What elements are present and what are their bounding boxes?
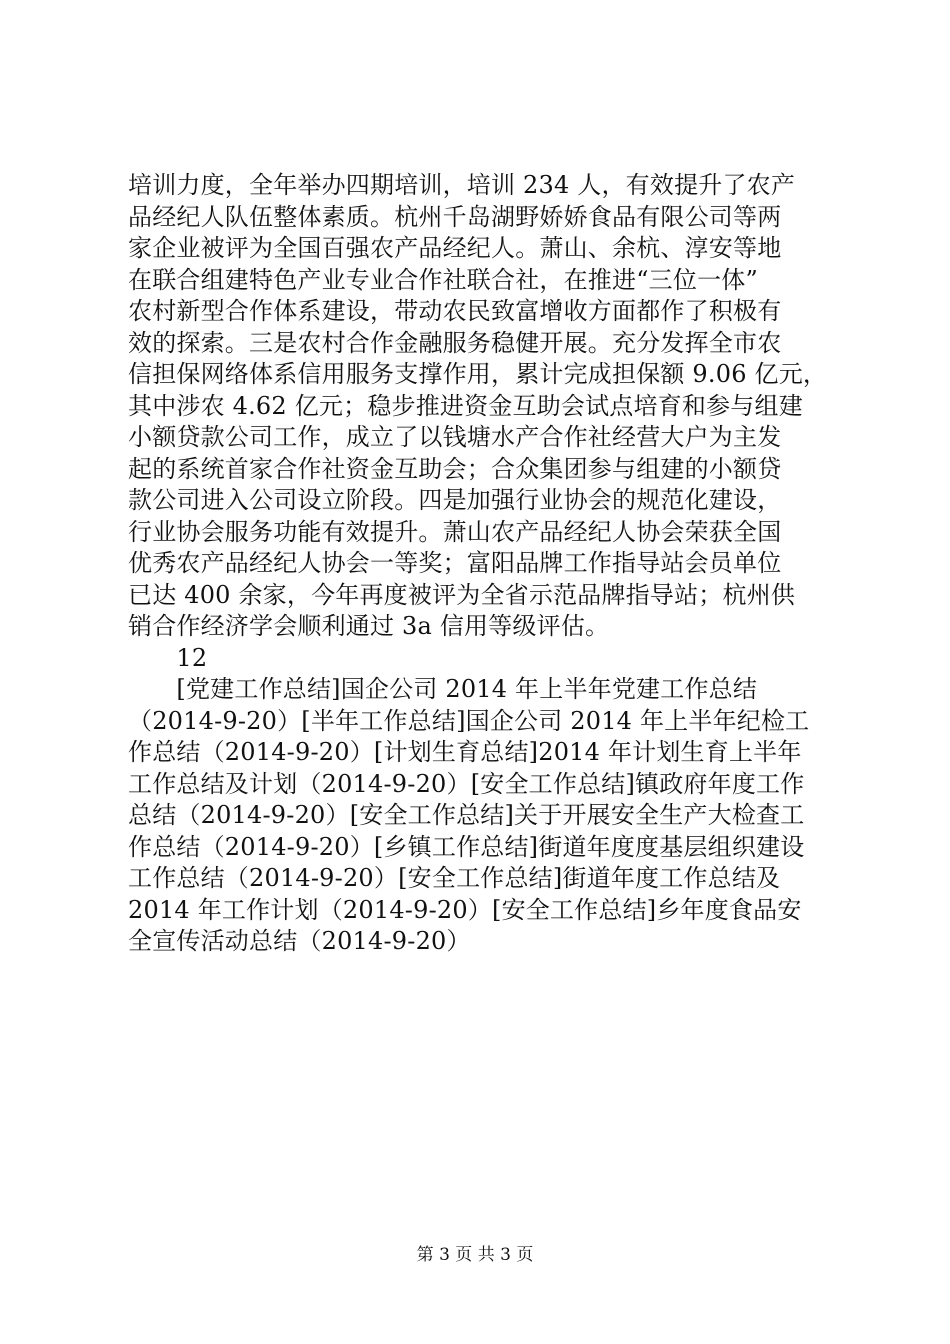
paragraph-line: 起的系统首家合作社资金互助会；合众集团参与组建的小额贷 <box>128 454 782 483</box>
paragraph-line: 信担保网络体系信用服务支撑作用，累计完成担保额 9.06 亿元， <box>128 360 828 388</box>
main-paragraph <box>128 170 833 643</box>
related-line: 工作总结（2014-9-20）[安全工作总结]街道年度工作总结及 <box>128 864 781 892</box>
paragraph-line: 小额贷款公司工作，成立了以钱塘水产合作社经营大户为主发 <box>128 423 782 451</box>
paragraph-line: 行业协会服务功能有效提升。萧山农产品经纪人协会荣获全国 <box>128 517 782 546</box>
number-line: 12 <box>128 643 208 672</box>
related-line: （2014-9-20）[半年工作总结]国企公司 2014 年上半年纪检工 <box>128 706 810 735</box>
paragraph-line: 农村新型合作体系建设，带动农民致富增收方面都作了积极有 <box>128 297 782 325</box>
page-number-label: 第 3 页 共 3 页 <box>416 1245 534 1265</box>
paragraph-line: 效的探索。三是农村合作金融服务稳健开展。充分发挥全市农 <box>128 328 782 357</box>
paragraph-line: 品经纪人队伍整体素质。杭州千岛湖野娇娇食品有限公司等两 <box>128 202 782 231</box>
paragraph-line: 款公司进入公司设立阶段。四是加强行业协会的规范化建设， <box>128 486 782 514</box>
paragraph-line: 在联合组建特色产业专业合作社联合社，在推进“三位一体” <box>128 265 758 294</box>
page-footer <box>0 1244 950 1266</box>
document-body <box>128 170 833 958</box>
paragraph-line: 其中涉农 4.62 亿元；稳步推进资金互助会试点培育和参与组建 <box>128 391 803 420</box>
paragraph-line: 培训力度，全年举办四期培训，培训 234 人，有效提升了农产 <box>128 171 796 199</box>
related-line: 2014 年工作计划（2014-9-20）[安全工作总结]乡年度食品安 <box>128 895 802 924</box>
related-line: [党建工作总结]国企公司 2014 年上半年党建工作总结 <box>128 675 758 703</box>
related-articles-list <box>128 674 833 958</box>
paragraph-line: 优秀农产品经纪人协会一等奖；富阳品牌工作指导站会员单位 <box>128 549 782 577</box>
paragraph-line: 家企业被评为全国百强农产品经纪人。萧山、余杭、淳安等地 <box>128 234 782 262</box>
paragraph-line: 已达 400 余家，今年再度被评为全省示范品牌指导站；杭州供 <box>128 580 796 609</box>
related-line: 全宣传活动总结（2014-9-20） <box>128 927 471 955</box>
related-line: 工作总结及计划（2014-9-20）[安全工作总结]镇政府年度工作 <box>128 769 805 798</box>
related-line: 作总结（2014-9-20）[乡镇工作总结]街道年度度基层组织建设 <box>128 832 805 861</box>
related-line: 总结（2014-9-20）[安全工作总结]关于开展安全生产大检查工 <box>128 801 805 829</box>
paragraph-line: 销合作经济学会顺利通过 3a 信用等级评估。 <box>128 612 610 640</box>
related-line: 作总结（2014-9-20）[计划生育总结]2014 年计划生育上半年 <box>128 738 802 766</box>
